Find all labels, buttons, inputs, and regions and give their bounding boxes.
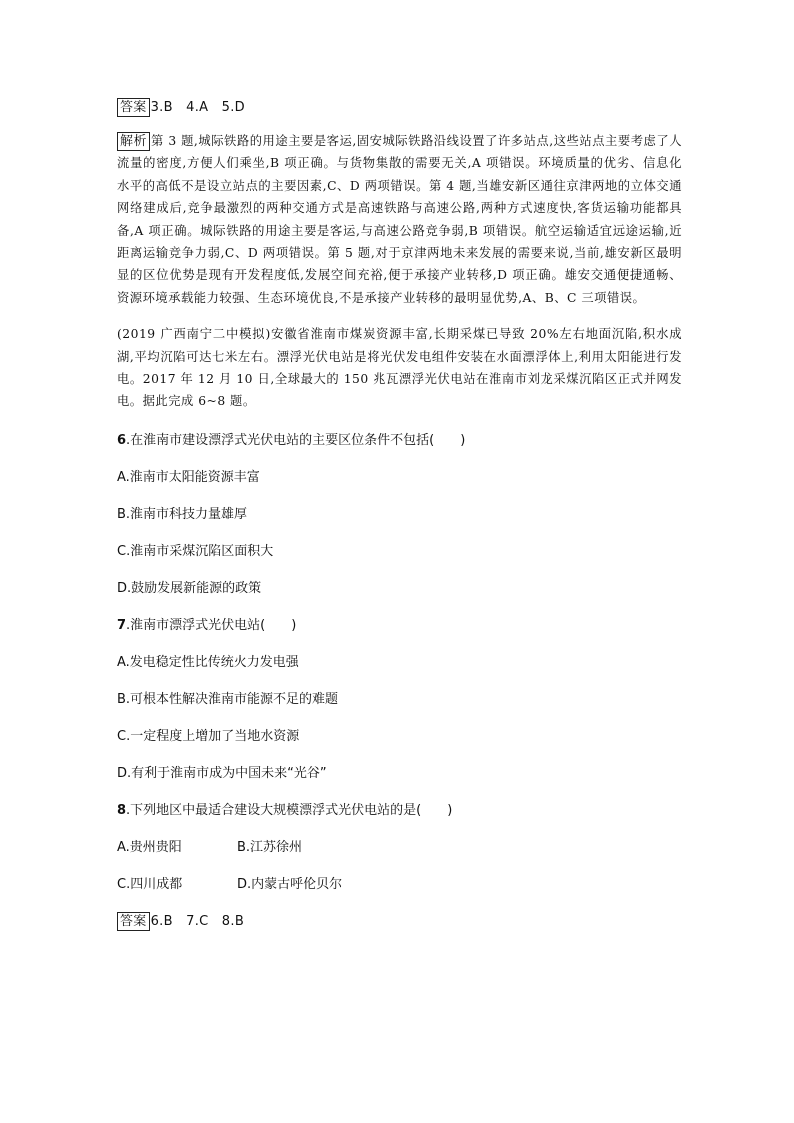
question-number: 6 xyxy=(117,432,127,448)
option-7a: A.发电稳定性比传统火力发电强 xyxy=(117,654,299,670)
question-number: 8 xyxy=(117,802,127,818)
option-8c: C.四川成都 xyxy=(117,876,183,892)
options-row-8cd xyxy=(117,876,682,894)
answer-values: 6.B 7.C 8.B xyxy=(150,913,245,929)
answer-values: 3.B 4.A 5.D xyxy=(150,100,245,115)
question-stem: .在淮南市建设漂浮式光伏电站的主要区位条件不包括( ) xyxy=(126,432,466,448)
question-passage: (2019 广西南宁二中模拟)安徽省淮南市煤炭资源丰富,长期采煤已导致 20%左右地面沉陷,积水成湖,平均沉陷可达七米左右。漂浮光伏电站是将光伏发电组件安装在水面漂浮体上,利用太阳能进行发电。2017 年 12 月 10 日,全球最大的 150 兆瓦漂浮光伏电站在淮南市刘龙采煤沉陷区正式并网发电。据此完成 6~8 题。 xyxy=(117,327,682,409)
option-7d: D.有利于淮南市成为中国未来“光谷” xyxy=(117,765,327,781)
question-7 xyxy=(117,617,682,635)
question-stem: .淮南市漂浮式光伏电站( ) xyxy=(126,617,297,633)
document-page xyxy=(117,96,682,934)
option-7b: B.可根本性解决淮南市能源不足的难题 xyxy=(117,691,339,707)
option-6c: C.淮南市采煤沉陷区面积大 xyxy=(117,543,274,559)
analysis-tag: 解析 xyxy=(117,132,150,151)
question-number: 7 xyxy=(117,617,127,633)
analysis-block xyxy=(117,130,682,309)
question-8 xyxy=(117,802,682,820)
option-8a: A.贵州贵阳 xyxy=(117,839,182,855)
answer-block-1 xyxy=(117,96,682,120)
answer-tag: 答案 xyxy=(117,912,150,931)
option-8b: B.江苏徐州 xyxy=(237,839,303,855)
option-6d: D.鼓励发展新能源的政策 xyxy=(117,580,262,596)
question-stem: .下列地区中最适合建设大规模漂浮式光伏电站的是( ) xyxy=(126,802,453,818)
option-7c: C.一定程度上增加了当地水资源 xyxy=(117,728,300,744)
answer-tag: 答案 xyxy=(117,98,150,117)
question-6 xyxy=(117,432,682,450)
option-8d: D.内蒙古呼伦贝尔 xyxy=(237,876,343,892)
option-6a: A.淮南市太阳能资源丰富 xyxy=(117,469,260,485)
analysis-text: 第 3 题,城际铁路的用途主要是客运,固安城际铁路沿线设置了许多站点,这些站点主要考虑了人流量的密度,方便人们乘坐,B 项正确。与货物集散的需要无关,A 项错误。环境质量的优劣、信息化水平的高低不是设立站点的主要因素,C、D 两项错误。第 4 题,当雄安新区通往京津两地的立体交通网络建成后,竞争最激烈的两种交通方式是高速铁路与高速公路,两种方式速度快,客货运输功能都具备,A 项正确。城际铁路的用途主要是客运,与高速公路竞争弱,B 项错误。航空运输适宜远途运输,近距离运输竞争力弱,C、D 两项错误。第 5 题,对于京津两地未来发展的需要来说,当前,雄安新区最明显的区位优势是现有开发程度低,发展空间充裕,便于承接产业转移,D 项正确。雄安交通便捷通畅、资源环境承载能力较强、生态环境优良,不是承接产业转移的最明显优势,A、B、C 三项错误。 xyxy=(117,134,682,305)
options-row-8ab xyxy=(117,839,682,857)
answer-block-2 xyxy=(117,910,682,934)
option-6b: B.淮南市科技力量雄厚 xyxy=(117,506,248,522)
